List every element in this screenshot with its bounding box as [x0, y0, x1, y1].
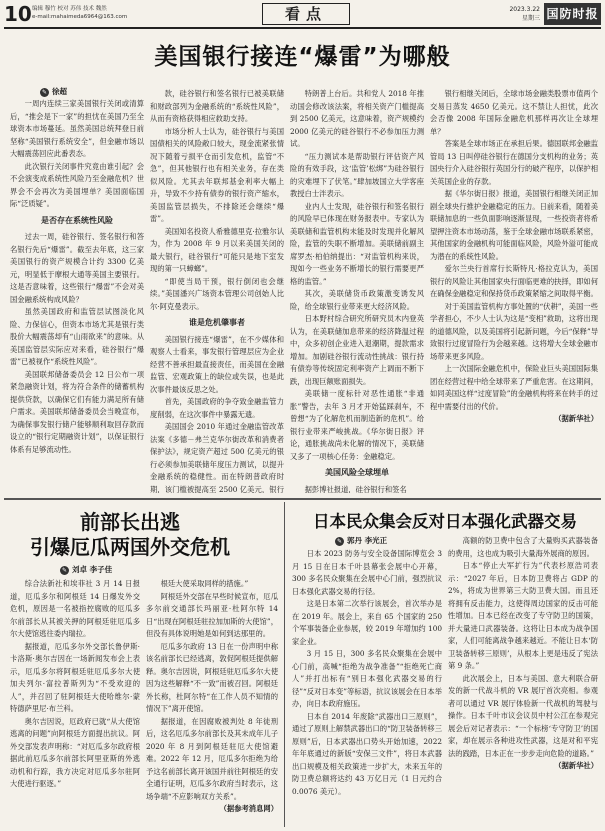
- article2-column-1: [10, 578, 140, 828]
- article2-headline: [6, 510, 254, 560]
- article1-column-3: [290, 88, 424, 493]
- article1-paragraph: “压力测试本是帮助银行评估资产风险的有效手段，这‘监管’松绑”为硅谷银行的灾难埋下了伏笔。”肆加坡国立大学客座教授白士泮表示。: [290, 151, 424, 198]
- article1-subheading: 谁是危机肇事者: [189, 318, 245, 327]
- article1-paragraph: 美联储一度标针对恶性通胀“非通胀”警告，去年 3 月才开始猛踩刹车，不曾想“为了化解危机而制造新的危机”。给银行业带来严峻挑战。《华尔街日报》评论，通胀挑战尚未化解的情况下，美联储又多了一项核心任务：金融稳定。: [290, 389, 424, 461]
- article3-paragraph: 日本自 2014 年废除“武器出口三原则”，通过了原则上解禁武器出口的“防卫装备转移三原则”后，日本武器出口势头开始加速，2022 年年底通过的新版“安保三文件”，将日本武器出口规模及相关政策进一步扩大，未来五年的防卫费总额将达约 43 万亿日元（1 日元约合 0.0076 美元）。: [292, 711, 442, 796]
- article1-paragraph: 虽然美国政府和监管层试图淡化风险、力保信心，但资本市场尤其是银行类股价大幅震荡却有“山雨欲来”的意味。从美国监管层实际应对来看，硅谷银行“爆雷”已被视作“系统性风险”。: [10, 307, 144, 366]
- article1-paragraph: 日本野村综合研究所研究员木内登英认为，在美联储加息带来的经济降温过程中，众多初创企业进入退潮期，提款需求增加。加剧硅谷银行流动性挑战：银行持有债券等传统固定利率资产上调而不断下跌，出现巨额账面损失。: [290, 314, 424, 386]
- header-rule: [4, 27, 601, 29]
- article1-paragraph: 市场分析人士认为，硅谷银行与美国国债相关的风险敞口较大，现金流紧张情况下随着亏损平仓而引发危机，监管“不急”，但其他银行也有相关业务，存在类似风险。尤其去年联邦基金利率大幅上升，导致不少持有债券的银行资产缩水，美国监管层损失，不排除还会继续“爆雷”。: [150, 126, 284, 223]
- article2-column-2: [146, 578, 278, 828]
- article2-author: 刘卓 李子佳: [72, 565, 113, 574]
- article3-paragraph: 高额的防卫费中包含了大量购买武器装备的费用，这也成为吸引大量海外展商的原因。: [448, 536, 598, 558]
- article1-credit: （据新华社）: [554, 414, 598, 423]
- article1-byline: [40, 86, 67, 97]
- editor-meta: [32, 5, 127, 21]
- article2-paragraph: 厄瓜多尔政府 13 日在一份声明中称该名前部长已经逃离，敦促阿根廷提供解释。奥尔吉因说，阿根廷驻厄瓜多尔大使因为这些解释“不一致”而被召回。阿根廷外长称，杜阿尔特“在工作人员不知情的情况下”离开使馆。: [146, 641, 278, 713]
- article3-author: 郭丹 李光正: [347, 536, 388, 545]
- article1-paragraph: 首先，美国政府的争夺致金融监管力度削弱，在这次事件中暴露无遗。: [150, 397, 284, 419]
- newspaper-logo: 国防时报: [544, 3, 601, 25]
- article1-paragraph: 业内人士发现，硅谷银行和签名银行的风险早已体现在财务报表中。专家认为美联储和监管机构未能及时发现并化解风险，监管的失职不断增加。美联储前副主席罗杰·柏伯纳提出：“对监管机构来说，现如今一些业务不断增长的银行需要更严格的监管。”: [290, 201, 424, 286]
- article1-column-1: [10, 98, 144, 493]
- article2-headline-line2: 引爆厄瓜两国外交危机: [30, 535, 230, 559]
- article1-paragraph: 上一次国际金融危机中，保险业巨头美国国际集团在经营过程中给全球带来了严重危害。在这期间，如同美国这样“过度冒险”的金融机构将来在转手的过程中需要付出的代价。: [430, 364, 598, 411]
- article1-author: 徐超: [52, 87, 67, 96]
- article2-paragraph: 奥尔吉因说，厄政府已就“从大使馆逃离的问题”向阿根廷方面提出抗议。阿外交部发表声明称：“对厄瓜多尔政府根据此前厄瓜多尔前部长阿里亚斯的外逃动机和行踪，我方决定对厄瓜多尔驻阿大使进行驱逐。”: [10, 716, 140, 788]
- article2-paragraph: 据报道，厄瓜多尔外交部长鲁伊斯·卡洛斯·奥尔吉因在一场新闻发布会上表示，厄瓜多尔将阿根廷驻厄瓜多尔大使加夫列尔·富拉普斯列为“不受欢迎的人”，并召回了驻阿根廷大使哈维尔·蒙特德萨里尼·布兰科。: [10, 641, 140, 713]
- article2-paragraph: 阿根廷外交部在早些时候宣布，厄瓜多尔前交通部长玛丽亚·杜阿尔特 14 日“出现在阿根廷驻拉加加斯的大使馆”，但没有具体说明她是如何到达那里的。: [146, 591, 278, 638]
- article1-paragraph: “即使当局干预，银行倒闭也会继续。”美国潘兴广场资本管理公司创始人比尔·阿克曼表示。: [150, 276, 284, 311]
- pen-icon: ✎: [61, 566, 68, 574]
- section-divider: [4, 498, 601, 500]
- article1-headline: 美国银行接连“爆雷”为哪般: [154, 44, 451, 70]
- article1-paragraph: 过去一周，硅谷银行、签名银行和答名银行先后“爆雷”。截至去年底，这三家美国银行的资产规模合计约 3300 亿美元，明显低于摩根大通等美国主要银行。这是否意味着，这些银行“爆雷”不会对美国金融系统构成风险？: [10, 232, 144, 304]
- article3-column-1: [292, 548, 442, 828]
- article1-paragraph: 特朗普上台后。共和党人 2018 年推动国会修改该法案，将相关资产门槛提高到 2500 亿美元，这意味着，资产规模约 2000 亿美元的硅谷银行不必参加压力测试。: [290, 89, 424, 148]
- article2-paragraph: 根廷大使采取同样的措施。”: [160, 579, 249, 588]
- article1-paragraph: 美国银行接连“爆雷”，在不少媒体和观察人士看来，事发银行管理层应为企业经营不善承担最直接责任，而美国在金融监管、宏观政策上的缺位或失误，也是此次事件最该反思之处。: [150, 334, 284, 394]
- article1-paragraph: 款，硅谷银行和签名银行已被美联储和财政部列为金融系统的“系统性风险”，从而有资格获得相应救助支持。: [150, 89, 284, 123]
- article1-paragraph: 美国联邦储备委员会 12 日公布一项紧急融资计划，将为符合条件的储蓄机构提供贷款，以确保它们有能力满足所有储户需求。美国联邦储备委员会当晚宣布，为确保事发银行储户能够顺利取回存款而设立的“银行定期融资计划”，以保证银行体系有足够流动性。: [10, 369, 144, 454]
- article3-column-2: [448, 535, 598, 828]
- issue-date: [496, 5, 540, 23]
- email-line: e-mail:mahaimeda6964@163.com: [32, 14, 128, 20]
- pen-icon: ✎: [336, 537, 343, 545]
- article2-paragraph: 综合法新社和埃菲社 3 月 14 日报道，厄瓜多尔和阿根廷 14 日爆发外交危机，原因是一名被指控腐败的厄瓜多尔前部长从其被关押的阿根廷驻厄瓜多尔大使馆逃往委内瑞拉。: [10, 579, 140, 638]
- section-title: 看点: [262, 3, 350, 25]
- article1-paragraph: 据《华尔街日报》报道，美国银行相继关闭正加剧全球央行推护金融稳定的压力。日前来看，随着美联储加息的一些负面影响逐渐显现，一些投资者将希望押注资本市场动荡，鉴于全球金融市场联系紧密，其他国家的金融机构可能面临风险，风险外溢可能成为潜在的系统性风险。: [430, 189, 598, 261]
- article3-paragraph: 日本 2023 防务与安全设备国际博览会 3 月 15 日在日本千叶县幕张会展中心开幕，300 多名民众聚集在会展中心门前，强烈抗议日本强化武器交易的行径。: [292, 549, 442, 596]
- article2-paragraph: 据报道，在因腐败被判处 8 年徒刑后，这名厄瓜多尔前部长及其未成年儿子 2020 年 8 月到阿根廷驻厄大使馆避难。2022 年 12 月，厄瓜多尔拒绝为给予这名前部长离开该国并前往阿根廷的安全通行证明，厄瓜多尔政府当时表示，这场争端“不应影响双方关系”。: [146, 716, 278, 801]
- article1-paragraph: 据彭博社报道，硅谷银行和签名: [304, 484, 407, 493]
- article1-subheading: 美国风险全球埋单: [325, 468, 389, 477]
- article1-paragraph: 爱尔兰央行首席行长斯特凡·格拉克认为，美国银行的风险让其他国家央行面临更难的抉择，即如何在确保金融稳定和保持货币政策紧缩之间取得平衡。: [430, 264, 598, 298]
- article2-byline: [60, 564, 112, 575]
- article1-paragraph: 此次银行关闭事件究竟由谁引起？会不会演变成系统性风险乃至金融危机？世界会不会再次为美国埋单？美国面临国际“泛质疑”。: [10, 161, 144, 208]
- article2-headline-line1: 前部长出逃: [80, 510, 180, 534]
- article3-paragraph: 这是日本第二次举行该展会，首次举办是在 2019 年。展会上，来自 65 个国家的 250 个军事装备企业参展，较 2019 年增加约 100 家企业。: [292, 599, 442, 646]
- masthead: [4, 3, 601, 25]
- article1-paragraph: 银行相继关闭后，全球市场金融类股票市值两个交易日蒸发 4650 亿美元。这不禁让人担忧，此次会否像 2008 年国际金融危机那样再次让全球埋单？: [430, 89, 598, 136]
- editor-line: 编辑 穆竹 校对 苏伟 技术 魏然: [32, 6, 107, 12]
- column-divider: [284, 502, 285, 827]
- article3-paragraph: 日本“停止大军扩行为”代表杉原浩司表示：“2027 年后，日本防卫费将占 GDP 的 2%，将成为世界第三大防卫费大国。而且还将拥有反击能力，这使得周边国家的反击可能性增加。日本已经在改变了专守防卫的国策，并大量进口武器装备。这将让日本成为战争国家，人们可能离战争越来越近。不能让日本‘防卫装备转移三原则’，从根本上更是违反了宪法第 9 条。”: [448, 561, 598, 670]
- date-text: 2023.3.22: [509, 6, 540, 13]
- article1-column-2: [150, 88, 284, 493]
- weekday-text: 星期三: [521, 15, 540, 22]
- article1-subheading: 是否存在系统性风险: [41, 215, 113, 225]
- article3-paragraph: 3 月 15 日，300 多名民众聚集在会展中心门前，高喊“拒绝为战争准备”“拒绝死亡商人”并打出标有“别日本强化武器交易的行径”“反对日本变”等标语，抗议该展会在日本举办，向日本政府施压。: [292, 649, 442, 708]
- pen-icon: ✎: [41, 88, 48, 96]
- article1-paragraph: 其次，美联储货币政策激变诱发风险，给全球银行业带来更大经济风险。: [290, 289, 424, 311]
- article3-byline: [335, 535, 387, 546]
- article1-paragraph: 美国国会 2010 年通过金融监管改革法案《多德－弗兰克华尔街改革和消费者保护法》，规定资产超过 500 亿美元的银行必须参加美联储年度压力测试，以提升金融系统的稳健性。而在特朗普政府时期，该门槛被提高至 2500 亿美元，银行: [150, 422, 284, 493]
- article1-paragraph: 一周内连续三家美国银行关闭或清算后，“推会是下一家”的担忧在美国乃至全球资本市场蔓延。虽然美国总统拜登日前坚称“美国银行系统安全”，但金融市场以大幅震荡回应此番表态。: [10, 99, 144, 158]
- article3-credit: （据新华社）: [554, 761, 598, 770]
- article1-paragraph: 美国知名投资人希雅德里克·拉雅尔认为，作为 2008 年 9 月以来美国关闭的最大银行，硅谷银行“可能只是地下室发现的第一只蟑螂”。: [150, 226, 284, 273]
- article1-paragraph: 对于美国监管机构方事处置的“伏耕”，美国一些学者担心，不少人士认为这是“变相”救助，这将出现的道德风险，以及美国将引起新问题，今后“保释”导致银行过度冒险行为会越来越。这将增大全球金融市场带来更多风险。: [430, 301, 598, 361]
- article3-headline: 日本民众集会反对日本强化武器交易: [313, 512, 577, 531]
- article3-paragraph: 此次展会上，日本与美国、意大利联合研发的新一代战斗机的 VR 展厅首次亮相。参观者可以通过 VR 展厅体验新一代战机的驾驶与操作。日本千叶市议会议员中村公江在参观完展会后对记者表示：“一个标榜‘专守防卫’的国家，却在展示各种进攻性武器，这是对和平宪法的践踏，日本正在一步步走向危险的道路。”: [448, 673, 598, 758]
- article2-credit: （据参考消息网）: [219, 804, 278, 813]
- article1-column-4: [430, 88, 598, 493]
- article1-paragraph: 答案是全球市场正在承担后果。德国联邦金融监管局 13 日叫停硅谷银行在德国分支机构的业务；英国央行介入硅谷银行英国分行的破产程序，以保护相关英国企业的存款。: [430, 139, 598, 186]
- page-number: 10: [4, 2, 32, 26]
